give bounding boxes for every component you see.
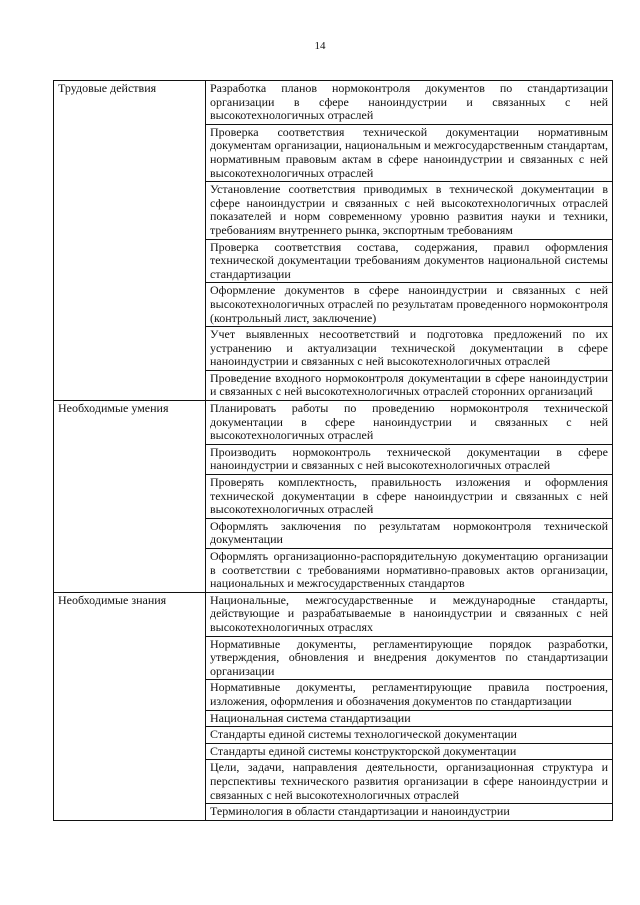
table-row (54, 81, 613, 125)
requirement-item: Установление соответствия приводимых в технической документации в сфере наноиндустрии и связанных с ней высокотехнологичных отраслей показателей и норм современному уровню развития науки и техники, требованиям внутреннего рынка, экспортным требованиям (206, 182, 613, 239)
requirement-item: Национальная система стандартизации (206, 710, 613, 727)
requirement-item: Разработка планов нормоконтроля документов по стандартизации организации в сфере наноиндустрии и связанных с ней высокотехнологичных отраслей (206, 81, 613, 125)
section-label: Необходимые умения (54, 401, 206, 593)
section-label: Трудовые действия (54, 81, 206, 401)
requirement-item: Стандарты единой системы технологической документации (206, 727, 613, 744)
requirement-item: Проведение входного нормоконтроля документации в сфере наноиндустрии и связанных с ней высокотехнологичных отраслей сторонних организаций (206, 370, 613, 400)
table-row (54, 401, 613, 445)
requirement-item: Нормативные документы, регламентирующие порядок разработки, утверждения, обновления и внедрения документов по стандартизации организации (206, 636, 613, 680)
table-body (54, 81, 613, 821)
requirement-item: Проверка соответствия технической документации нормативным документам организации, национальным и межгосударственным стандартам, нормативным правовым актам в сфере наноиндустрии и связанных с ней высокотехнологичных отраслей (206, 124, 613, 181)
requirement-item: Оформлять заключения по результатам нормоконтроля технической документации (206, 518, 613, 548)
table-row (54, 592, 613, 636)
requirement-item: Проверка соответствия состава, содержания, правил оформления технической документации требованиям документов национальной системы стандартизации (206, 239, 613, 283)
requirement-item: Национальные, межгосударственные и международные стандарты, действующие и разрабатываемые в наноиндустрии и связанных с ней высокотехнологичных отраслях (206, 592, 613, 636)
requirement-item: Планировать работы по проведению нормоконтроля технической документации в сфере наноиндустрии и связанных с ней высокотехнологичных отраслей (206, 401, 613, 445)
section-label: Необходимые знания (54, 592, 206, 820)
requirement-item: Терминология в области стандартизации и наноиндустрии (206, 804, 613, 821)
requirement-item: Цели, задачи, направления деятельности, организационная структура и перспективы технического развития организации в сфере наноиндустрии и связанных с ней высокотехнологичных отраслей (206, 760, 613, 804)
requirement-item: Проверять комплектность, правильность изложения и оформления технической документации в сфере наноиндустрии и связанных с ней высокотехнологичных отраслей (206, 475, 613, 519)
requirement-item: Оформлять организационно-распорядительную документацию организации в соответствии с требованиями нормативно-правовых актов организации, национальных и межгосударственных стандартов (206, 549, 613, 593)
requirement-item: Нормативные документы, регламентирующие правила построения, изложения, оформления и обозначения документов по стандартизации (206, 680, 613, 710)
page-number: 14 (314, 40, 326, 52)
professional-standard-table (53, 80, 613, 821)
requirement-item: Учет выявленных несоответствий и подготовка предложений по их устранению и актуализации технической документации в сфере наноиндустрии и связанных с ней высокотехнологичных отраслей (206, 327, 613, 371)
requirement-item: Производить нормоконтроль технической документации в сфере наноиндустрии и связанных с ней высокотехнологичных отраслей (206, 444, 613, 474)
requirement-item: Стандарты единой системы конструкторской документации (206, 743, 613, 760)
requirement-item: Оформление документов в сфере наноиндустрии и связанных с ней высокотехнологичных отраслей по результатам проведенного нормоконтроля (контрольный лист, заключение) (206, 283, 613, 327)
